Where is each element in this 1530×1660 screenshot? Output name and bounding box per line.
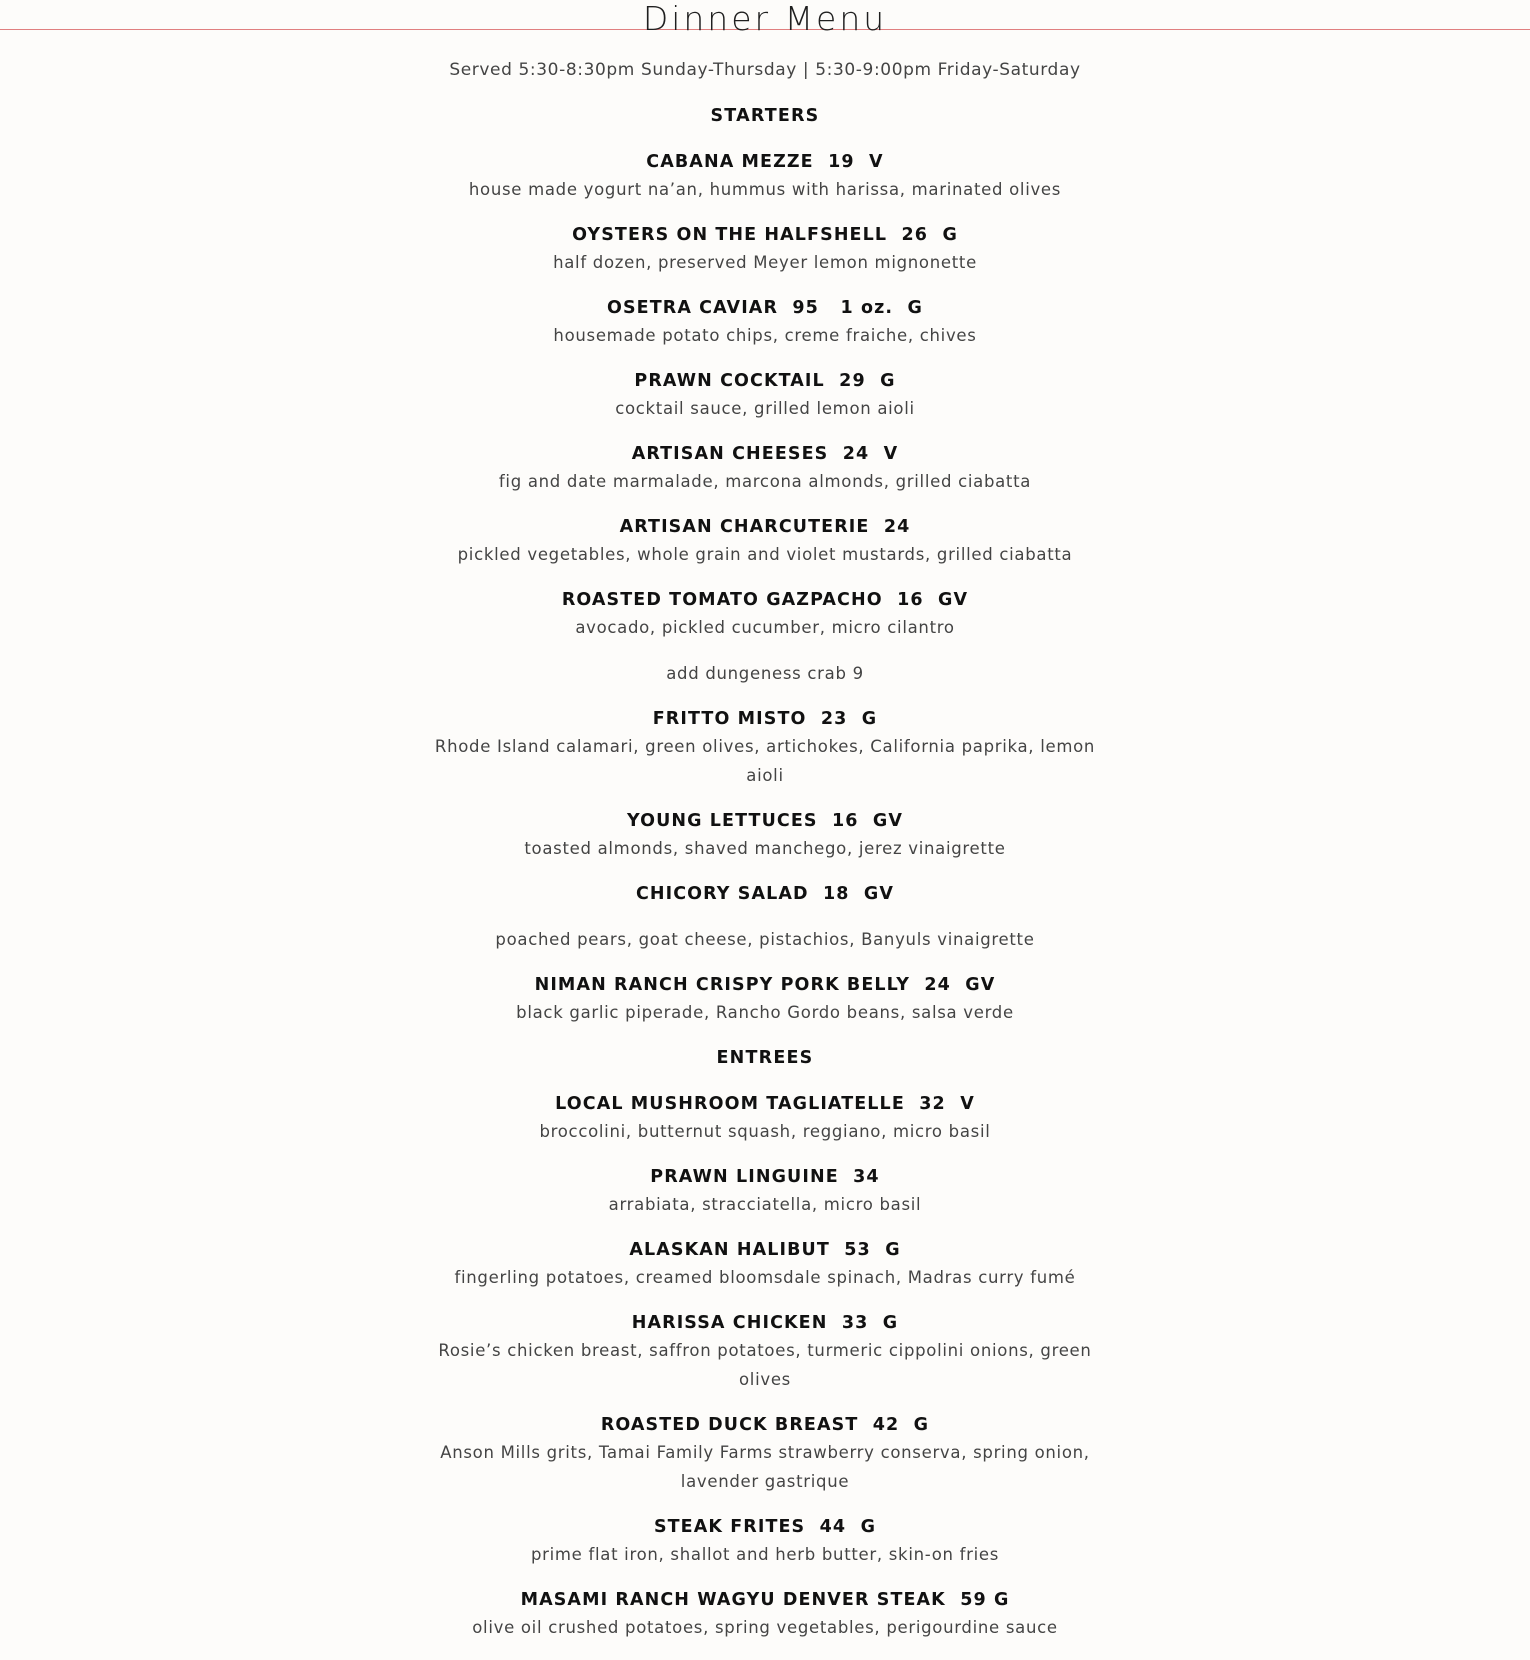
menu-item-name: PRAWN COCKTAIL 29 G	[634, 371, 896, 391]
menu-item	[0, 1091, 1530, 1146]
menu-item	[0, 972, 1530, 1027]
menu-item-description: avocado, pickled cucumber, micro cilantro	[575, 618, 955, 637]
menu-item-description: broccolini, butternut squash, reggiano, micro basil	[539, 1122, 991, 1141]
menu-item	[0, 441, 1530, 496]
menu-item	[0, 368, 1530, 423]
menu-item-name: CABANA MEZZE 19 V	[646, 152, 884, 172]
menu-item-description: olive oil crushed potatoes, spring vegetables, perigourdine sauce	[472, 1618, 1058, 1637]
menu-section-entrees	[0, 1045, 1530, 1642]
menu-item-addon: add dungeness crab 9	[666, 664, 864, 683]
menu-item-description: toasted almonds, shaved manchego, jerez vinaigrette	[524, 839, 1006, 858]
menu-item	[0, 514, 1530, 569]
menu-item-description: house made yogurt na’an, hummus with harissa, marinated olives	[468, 180, 1062, 199]
menu-item	[0, 1164, 1530, 1219]
menu-item	[0, 149, 1530, 204]
page-title: Dinner Menu	[642, 0, 888, 38]
menu-item-description: fingerling potatoes, creamed bloomsdale spinach, Madras curry fumé	[454, 1268, 1076, 1287]
menu-item-name: ARTISAN CHEESES 24 V	[631, 444, 899, 464]
menu-item-name: ARTISAN CHARCUTERIE 24	[619, 517, 911, 537]
menu-item	[0, 808, 1530, 863]
menu-item	[0, 222, 1530, 277]
menu-item-description: arrabiata, stracciatella, micro basil	[608, 1195, 922, 1214]
menu-item	[0, 881, 1530, 954]
menu-item	[0, 1587, 1530, 1642]
menu-item-description: cocktail sauce, grilled lemon aioli	[615, 399, 915, 418]
menu-item-name: ROASTED DUCK BREAST 42 G	[600, 1415, 930, 1435]
menu-item-name: YOUNG LETTUCES 16 GV	[626, 811, 904, 831]
menu-item-name: OYSTERS ON THE HALFSHELL 26 G	[572, 225, 958, 245]
section-heading: ENTREES	[716, 1048, 814, 1068]
menu-item-name: ALASKAN HALIBUT 53 G	[629, 1240, 901, 1260]
menu-item-description: fig and date marmalade, marcona almonds, grilled ciabatta	[498, 472, 1032, 491]
menu-sections	[0, 103, 1530, 1642]
menu-item	[0, 1237, 1530, 1292]
menu-item-description: half dozen, preserved Meyer lemon mignonette	[553, 253, 977, 272]
menu-item-description: Anson Mills grits, Tamai Family Farms strawberry conserva, spring onion, lavender gastrique	[440, 1443, 1090, 1491]
menu-section-starters	[0, 103, 1530, 1027]
menu-item	[0, 1412, 1530, 1496]
menu-item-description: pickled vegetables, whole grain and violet mustards, grilled ciabatta	[457, 545, 1073, 564]
menu-item	[0, 295, 1530, 350]
menu-item	[0, 587, 1530, 642]
menu-item	[0, 706, 1530, 790]
menu-item-name: LOCAL MUSHROOM TAGLIATELLE 32 V	[555, 1094, 975, 1114]
menu-item-description: black garlic piperade, Rancho Gordo beans, salsa verde	[516, 1003, 1014, 1022]
service-hours: Served 5:30-8:30pm Sunday-Thursday | 5:30-9:00pm Friday-Saturday	[449, 60, 1081, 80]
menu-item	[0, 1514, 1530, 1569]
menu-item	[0, 1310, 1530, 1394]
menu-item-name: PRAWN LINGUINE 34	[650, 1167, 880, 1187]
menu-item-name: ROASTED TOMATO GAZPACHO 16 GV	[561, 590, 969, 610]
page-header	[0, 0, 1530, 38]
menu-item-name: NIMAN RANCH CRISPY PORK BELLY 24 GV	[534, 975, 996, 995]
menu-item-name: MASAMI RANCH WAGYU DENVER STEAK 59 G	[520, 1590, 1010, 1610]
section-heading: STARTERS	[710, 106, 820, 126]
menu-item-name: OSETRA CAVIAR 95 1 oz. G	[606, 298, 924, 318]
menu-body	[0, 57, 1530, 1660]
menu-item-name: HARISSA CHICKEN 33 G	[631, 1313, 899, 1333]
menu-item-description: poached pears, goat cheese, pistachios, Banyuls vinaigrette	[495, 930, 1035, 949]
menu-item-name: CHICORY SALAD 18 GV	[635, 884, 895, 904]
menu-item-name: STEAK FRITES 44 G	[653, 1517, 877, 1537]
menu-item-name: FRITTO MISTO 23 G	[652, 709, 878, 729]
menu-item-description: Rhode Island calamari, green olives, artichokes, California paprika, lemon aioli	[434, 737, 1096, 785]
menu-item-description: Rosie’s chicken breast, saffron potatoes, turmeric cippolini onions, green olives	[438, 1341, 1092, 1389]
menu-item-description: prime flat iron, shallot and herb butter, skin-on fries	[530, 1545, 1000, 1564]
menu-item-description: housemade potato chips, creme fraiche, chives	[553, 326, 977, 345]
